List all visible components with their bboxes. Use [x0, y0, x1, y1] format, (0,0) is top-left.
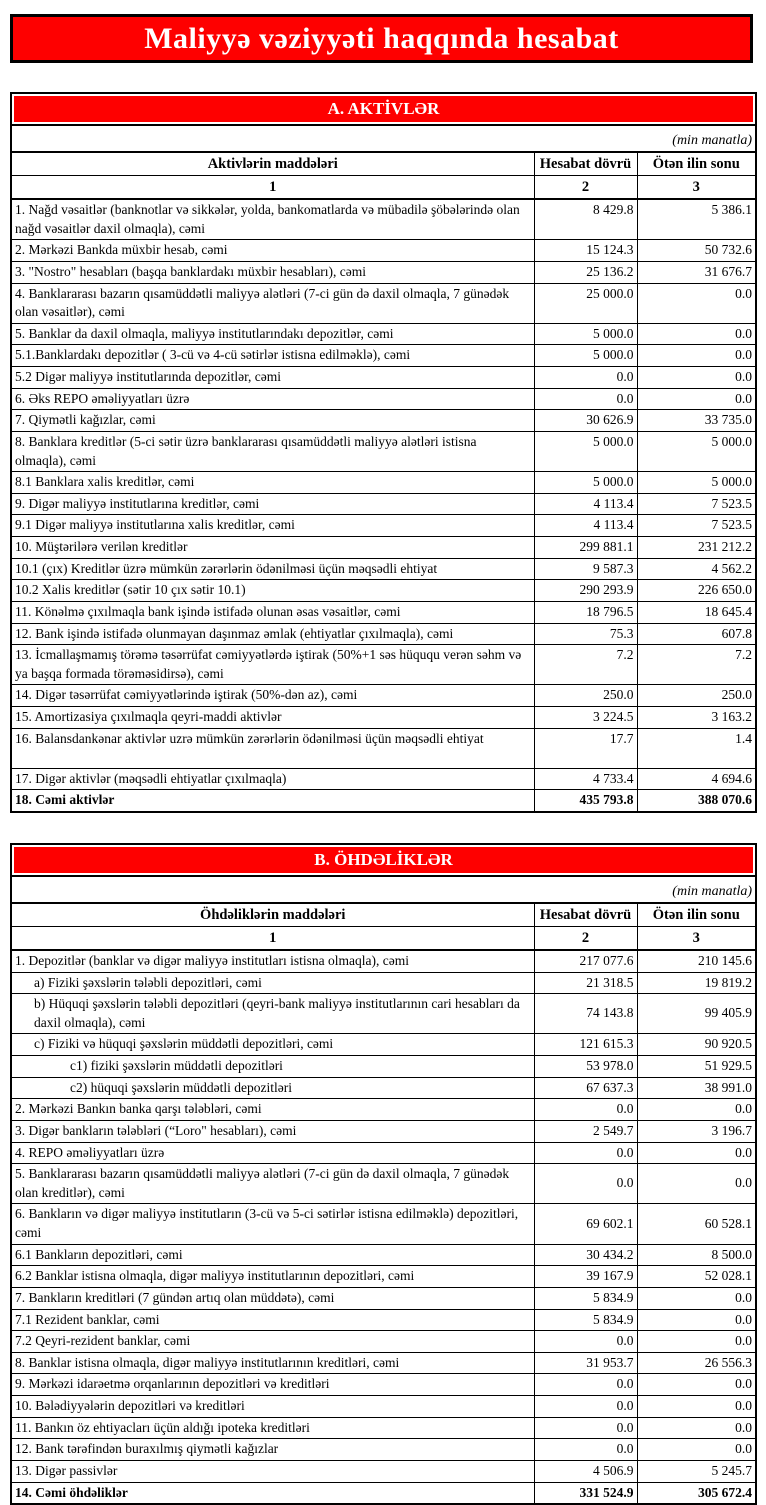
value-current: 0.0 — [534, 1099, 637, 1121]
row-label: 10. Bələdiyyələrin depozitləri və kreditləri — [11, 1396, 534, 1418]
value-previous: 3 196.7 — [637, 1120, 756, 1142]
value-current: 0.0 — [534, 388, 637, 410]
value-current: 67 637.3 — [534, 1077, 637, 1099]
row-label: 10.2 Xalis kreditlər (sətir 10 çıx sətir 10.1) — [11, 580, 534, 602]
table-row — [11, 388, 756, 410]
row-label: 7. Qiymətli kağızlar, cəmi — [11, 410, 534, 432]
row-label: 10. Müştərilərə verilən kreditlər — [11, 537, 534, 559]
assets-section-header-row — [11, 93, 756, 125]
row-label: 6.1 Bankların depozitləri, cəmi — [11, 1244, 534, 1266]
table-row — [11, 558, 756, 580]
table-row — [11, 1352, 756, 1374]
row-label: 13. İcmallaşmamış törəmə təsərrüfat cəmiyyətlərdə iştirak (50%+1 səs hüququ verən səhm və ya başqa formada törəməsidirsə), cəmi — [11, 645, 534, 685]
table-row — [11, 950, 756, 972]
value-current: 7.2 — [534, 645, 637, 685]
row-label: 9.1 Digər maliyyə institutlarına xalis kreditlər, cəmi — [11, 515, 534, 537]
table-row — [11, 1439, 756, 1461]
value-current: 53 978.0 — [534, 1056, 637, 1078]
value-current: 4 113.4 — [534, 493, 637, 515]
value-current: 21 318.5 — [534, 972, 637, 994]
table-row — [11, 645, 756, 685]
value-current: 30 434.2 — [534, 1244, 637, 1266]
report-title — [10, 14, 753, 63]
liabilities-items-header: Öhdəliklərin maddələri — [11, 903, 534, 927]
value-previous: 99 405.9 — [637, 994, 756, 1034]
value-current: 69 602.1 — [534, 1204, 637, 1244]
col-num-3: 3 — [637, 926, 756, 950]
row-label: 2. Mərkəzi Bankda müxbir hesab, cəmi — [11, 240, 534, 262]
value-current: 0.0 — [534, 1331, 637, 1353]
liabilities-total-row — [11, 1482, 756, 1504]
value-previous: 4 562.2 — [637, 558, 756, 580]
col-header-current: Hesabat dövrü — [534, 903, 637, 927]
value-current: 5 000.0 — [534, 323, 637, 345]
row-label: 7. Bankların kreditləri (7 gündən artıq olan müddətə), cəmi — [11, 1287, 534, 1309]
row-label: 1. Nağd vəsaitlər (banknotlar və sikkələr, yolda, bankomatlarda və mübadilə şöbələrində olan nağd vəsaitlər daxil olmaqla), cəmi — [11, 199, 534, 240]
table-row — [11, 1204, 756, 1244]
table-row — [11, 1056, 756, 1078]
value-previous: 38 991.0 — [637, 1077, 756, 1099]
unit-note: (min manatla) — [11, 876, 756, 903]
value-previous: 3 163.2 — [637, 707, 756, 729]
row-label: 11. Bankın öz ehtiyacları üçün aldığı ipoteka kreditləri — [11, 1417, 534, 1439]
col-header-previous: Ötən ilin sonu — [637, 152, 756, 176]
table-row — [11, 623, 756, 645]
value-current: 5 834.9 — [534, 1309, 637, 1331]
table-row — [11, 768, 756, 790]
table-row — [11, 1460, 756, 1482]
row-label: 8. Banklar istisna olmaqla, digər maliyyə institutlarının kreditləri, cəmi — [11, 1352, 534, 1374]
value-current: 0.0 — [534, 1417, 637, 1439]
value-previous: 18 645.4 — [637, 601, 756, 623]
value-previous: 0.0 — [637, 1164, 756, 1204]
value-previous: 0.0 — [637, 1439, 756, 1461]
row-label: 10.1 (çıx) Kreditlər üzrə mümkün zərərlərin ödənilməsi üçün məqsədli ehtiyat — [11, 558, 534, 580]
table-row — [11, 472, 756, 494]
row-label: 1. Depozitlər (banklar və digər maliyyə institutları istisna olmaqla), cəmi — [11, 950, 534, 972]
row-label: a) Fiziki şəxslərin tələbli depozitləri, cəmi — [11, 972, 534, 994]
value-previous: 4 694.6 — [637, 768, 756, 790]
value-previous: 0.0 — [637, 1287, 756, 1309]
value-current: 5 000.0 — [534, 472, 637, 494]
row-label: c) Fiziki və hüquqi şəxslərin müddətli depozitləri, cəmi — [11, 1034, 534, 1056]
value-previous: 0.0 — [637, 388, 756, 410]
value-current: 290 293.9 — [534, 580, 637, 602]
value-current: 30 626.9 — [534, 410, 637, 432]
table-row — [11, 1396, 756, 1418]
value-current: 25 000.0 — [534, 283, 637, 323]
value-current: 0.0 — [534, 1164, 637, 1204]
row-label: 9. Digər maliyyə institutlarına kreditlər, cəmi — [11, 493, 534, 515]
value-current: 2 549.7 — [534, 1120, 637, 1142]
value-previous: 26 556.3 — [637, 1352, 756, 1374]
assets-table — [10, 92, 757, 813]
table-row — [11, 1164, 756, 1204]
liabilities-column-header-row — [11, 903, 756, 927]
value-previous: 0.0 — [637, 323, 756, 345]
assets-column-number-row — [11, 176, 756, 200]
row-label: 15. Amortizasiya çıxılmaqla qeyri-maddi aktivlər — [11, 707, 534, 729]
table-row — [11, 345, 756, 367]
value-previous: 0.0 — [637, 367, 756, 389]
value-current: 299 881.1 — [534, 537, 637, 559]
value-previous: 1.4 — [637, 728, 756, 768]
table-row — [11, 1244, 756, 1266]
value-current: 17.7 — [534, 728, 637, 768]
value-previous: 5 000.0 — [637, 431, 756, 471]
table-row — [11, 515, 756, 537]
table-row — [11, 601, 756, 623]
value-current: 9 587.3 — [534, 558, 637, 580]
value-current: 0.0 — [534, 367, 637, 389]
row-label: 17. Digər aktivlər (məqsədli ehtiyatlar çıxılmaqla) — [11, 768, 534, 790]
value-previous: 33 735.0 — [637, 410, 756, 432]
value-previous: 60 528.1 — [637, 1204, 756, 1244]
value-previous: 7.2 — [637, 645, 756, 685]
row-label: 14. Digər təsərrüfat cəmiyyətlərində iştirak (50%-dən az), cəmi — [11, 685, 534, 707]
value-previous: 250.0 — [637, 685, 756, 707]
assets-unit-note-row — [11, 125, 756, 152]
value-current: 4 733.4 — [534, 768, 637, 790]
value-current: 5 000.0 — [534, 345, 637, 367]
value-current: 18 796.5 — [534, 601, 637, 623]
table-row — [11, 1331, 756, 1353]
value-current: 3 224.5 — [534, 707, 637, 729]
row-label: 12. Bank tərəfindən buraxılmış qiymətli kağızlar — [11, 1439, 534, 1461]
table-row — [11, 323, 756, 345]
value-previous: 0.0 — [637, 283, 756, 323]
table-row — [11, 1120, 756, 1142]
value-current: 5 000.0 — [534, 431, 637, 471]
value-previous: 0.0 — [637, 345, 756, 367]
col-num-1: 1 — [11, 926, 534, 950]
col-num-2: 2 — [534, 926, 637, 950]
value-previous: 5 000.0 — [637, 472, 756, 494]
col-header-current: Hesabat dövrü — [534, 152, 637, 176]
table-row — [11, 728, 756, 768]
assets-total-row — [11, 790, 756, 812]
row-label: 7.1 Rezident banklar, cəmi — [11, 1309, 534, 1331]
row-label: 13. Digər passivlər — [11, 1460, 534, 1482]
value-current: 0.0 — [534, 1142, 637, 1164]
row-label: b) Hüquqi şəxslərin tələbli depozitləri (qeyri-bank maliyyə institutlarının cari hesabları da daxil olmaqla), cəmi — [11, 994, 534, 1034]
value-current: 5 834.9 — [534, 1287, 637, 1309]
value-current: 435 793.8 — [534, 790, 637, 812]
row-label: 18. Cəmi aktivlər — [11, 790, 534, 812]
value-current: 75.3 — [534, 623, 637, 645]
value-current: 121 615.3 — [534, 1034, 637, 1056]
value-previous: 0.0 — [637, 1142, 756, 1164]
value-previous: 5 386.1 — [637, 199, 756, 240]
table-row — [11, 685, 756, 707]
value-current: 74 143.8 — [534, 994, 637, 1034]
row-label: 11. Könəlmə çıxılmaqla bank işində istifadə olunan əsas vəsaitlər, cəmi — [11, 601, 534, 623]
table-row — [11, 994, 756, 1034]
value-previous: 5 245.7 — [637, 1460, 756, 1482]
row-label: 4. Banklararası bazarın qısamüddətli maliyyə alətləri (7-ci gün də daxil olmaqla, 7 günədək olan vəsaitlər), cəmi — [11, 283, 534, 323]
value-current: 25 136.2 — [534, 261, 637, 283]
table-row — [11, 1034, 756, 1056]
value-previous: 90 920.5 — [637, 1034, 756, 1056]
table-row — [11, 410, 756, 432]
value-previous: 50 732.6 — [637, 240, 756, 262]
liabilities-table — [10, 843, 757, 1505]
value-previous: 52 028.1 — [637, 1266, 756, 1288]
row-label: 5. Banklararası bazarın qısamüddətli maliyyə alətləri (7-ci gün də daxil olmaqla, 7 günədək olan kreditlər), cəmi — [11, 1164, 534, 1204]
value-previous: 607.8 — [637, 623, 756, 645]
col-num-1: 1 — [11, 176, 534, 200]
value-previous: 0.0 — [637, 1396, 756, 1418]
row-label: 5.2 Digər maliyyə institutlarında depozitlər, cəmi — [11, 367, 534, 389]
table-row — [11, 1142, 756, 1164]
row-label: 9. Mərkəzi idarəetmə orqanlarının depozitləri və kreditləri — [11, 1374, 534, 1396]
value-current: 0.0 — [534, 1374, 637, 1396]
assets-section-title: A. AKTİVLƏR — [14, 96, 753, 122]
value-previous: 0.0 — [637, 1417, 756, 1439]
value-previous: 7 523.5 — [637, 493, 756, 515]
row-label: 6. Əks REPO əməliyyatları üzrə — [11, 388, 534, 410]
value-previous: 7 523.5 — [637, 515, 756, 537]
row-label: 8. Banklara kreditlər (5-ci sətir üzrə banklararası qısamüddətli maliyyə alətləri istisna olmaqla), cəmi — [11, 431, 534, 471]
value-current: 0.0 — [534, 1439, 637, 1461]
table-row — [11, 1266, 756, 1288]
row-label: 8.1 Banklara xalis kreditlər, cəmi — [11, 472, 534, 494]
value-previous: 8 500.0 — [637, 1244, 756, 1266]
value-current: 8 429.8 — [534, 199, 637, 240]
liabilities-unit-note-row — [11, 876, 756, 903]
value-previous: 51 929.5 — [637, 1056, 756, 1078]
row-label: c1) fiziki şəxslərin müddətli depozitləri — [11, 1056, 534, 1078]
value-previous: 0.0 — [637, 1374, 756, 1396]
row-label: 7.2 Qeyri-rezident banklar, cəmi — [11, 1331, 534, 1353]
row-label: c2) hüquqi şəxslərin müddətli depozitləri — [11, 1077, 534, 1099]
value-previous: 0.0 — [637, 1309, 756, 1331]
liabilities-section-title: B. ÖHDƏLİKLƏR — [14, 847, 753, 873]
table-row — [11, 1309, 756, 1331]
table-row — [11, 261, 756, 283]
value-current: 331 524.9 — [534, 1482, 637, 1504]
table-row — [11, 580, 756, 602]
value-previous: 19 819.2 — [637, 972, 756, 994]
table-row — [11, 199, 756, 240]
liabilities-column-number-row — [11, 926, 756, 950]
row-label: 6. Bankların və digər maliyyə institutların (3-cü və 5-ci sətirlər istisna edilməklə) depozitləri, cəmi — [11, 1204, 534, 1244]
table-row — [11, 283, 756, 323]
value-previous: 388 070.6 — [637, 790, 756, 812]
value-current: 0.0 — [534, 1396, 637, 1418]
table-row — [11, 972, 756, 994]
value-previous: 0.0 — [637, 1331, 756, 1353]
table-row — [11, 367, 756, 389]
table-row — [11, 1287, 756, 1309]
value-current: 31 953.7 — [534, 1352, 637, 1374]
value-previous: 305 672.4 — [637, 1482, 756, 1504]
report-title-text: Maliyyə vəziyyəti haqqında hesabat — [144, 21, 619, 55]
row-label: 14. Cəmi öhdəliklər — [11, 1482, 534, 1504]
value-current: 250.0 — [534, 685, 637, 707]
row-label: 2. Mərkəzi Bankın banka qarşı tələbləri, cəmi — [11, 1099, 534, 1121]
row-label: 5. Banklar da daxil olmaqla, maliyyə institutlarındakı depozitlər, cəmi — [11, 323, 534, 345]
value-previous: 226 650.0 — [637, 580, 756, 602]
table-row — [11, 1077, 756, 1099]
table-row — [11, 431, 756, 471]
assets-column-header-row — [11, 152, 756, 176]
row-label: 3. "Nostro" hesabları (başqa banklardakı müxbir hesabları), cəmi — [11, 261, 534, 283]
value-previous: 31 676.7 — [637, 261, 756, 283]
table-row — [11, 240, 756, 262]
col-header-previous: Ötən ilin sonu — [637, 903, 756, 927]
table-row — [11, 1417, 756, 1439]
col-num-2: 2 — [534, 176, 637, 200]
table-row — [11, 707, 756, 729]
table-row — [11, 493, 756, 515]
value-current: 39 167.9 — [534, 1266, 637, 1288]
row-label: 16. Balansdankənar aktivlər uzrə mümkün zərərlərin ödənilməsi üçün məqsədli ehtiyat — [11, 728, 534, 768]
unit-note: (min manatla) — [11, 125, 756, 152]
row-label: 5.1.Banklardakı depozitlər ( 3-cü və 4-cü sətirlər istisna edilməklə), cəmi — [11, 345, 534, 367]
row-label: 6.2 Banklar istisna olmaqla, digər maliyyə institutlarının depozitləri, cəmi — [11, 1266, 534, 1288]
table-row — [11, 1099, 756, 1121]
row-label: 4. REPO əməliyyatları üzrə — [11, 1142, 534, 1164]
value-previous: 210 145.6 — [637, 950, 756, 972]
liabilities-section-header-row — [11, 844, 756, 876]
row-label: 3. Digər bankların tələbləri (“Loro" hesabları), cəmi — [11, 1120, 534, 1142]
value-previous: 0.0 — [637, 1099, 756, 1121]
assets-items-header: Aktivlərin maddələri — [11, 152, 534, 176]
value-current: 15 124.3 — [534, 240, 637, 262]
value-current: 4 113.4 — [534, 515, 637, 537]
row-label: 12. Bank işində istifadə olunmayan daşınmaz əmlak (ehtiyatlar çıxılmaqla), cəmi — [11, 623, 534, 645]
col-num-3: 3 — [637, 176, 756, 200]
value-current: 217 077.6 — [534, 950, 637, 972]
value-previous: 231 212.2 — [637, 537, 756, 559]
value-current: 4 506.9 — [534, 1460, 637, 1482]
table-row — [11, 537, 756, 559]
